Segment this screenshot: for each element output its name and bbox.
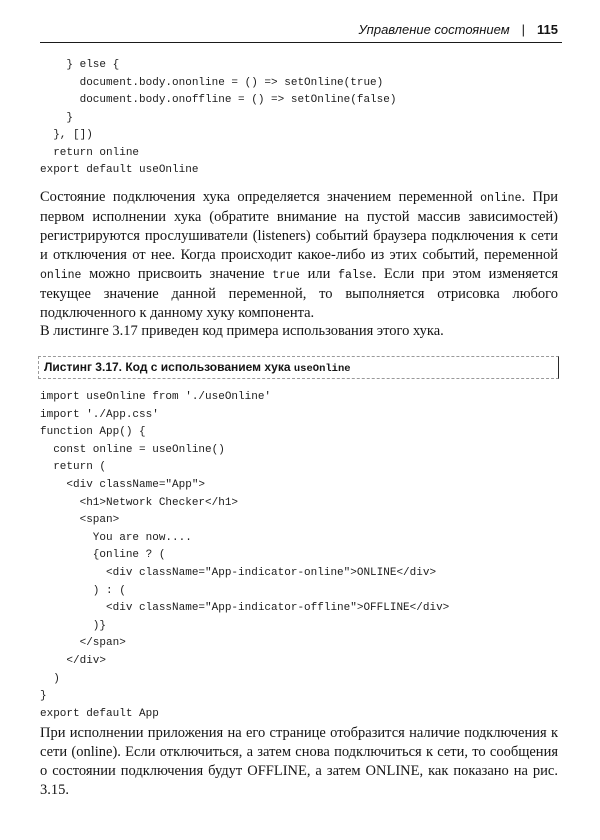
inline-code: online xyxy=(40,269,82,282)
code-line: import useOnline from './useOnline' xyxy=(40,391,272,403)
code-line: return ( xyxy=(40,461,107,474)
code-line: } xyxy=(40,111,74,124)
paragraph-listing-intro: В листинге 3.17 приведен код примера использования этого хука. xyxy=(40,323,444,339)
chapter-section-title: Управление состоянием xyxy=(358,22,510,37)
code-line: } xyxy=(40,690,47,703)
code-line: <div className="App-indicator-online">ONLINE</div> xyxy=(40,566,437,579)
inline-code: online xyxy=(480,192,522,205)
code-line: export default App xyxy=(40,707,159,720)
code-block-useonline-end xyxy=(40,57,396,180)
code-line: document.body.onoffline = () => setOnline(false) xyxy=(40,94,397,106)
code-line: }, []) xyxy=(40,129,93,141)
text-run: . Если при этом изменяется текущее значение данной переменной, то выполняется отрисовка любого подключенного к данному хуку компонента. xyxy=(40,266,558,321)
text-run: или xyxy=(299,266,339,282)
text-run: Состояние подключения хука определяется значением переменной xyxy=(40,189,481,205)
listing-title-text: Листинг 3.17. Код с использованием хука xyxy=(44,360,294,374)
listing-title-code: useOnline xyxy=(293,363,351,375)
page-number: 115 xyxy=(537,22,558,37)
text-run: . При первом исполнении хука (обратите внимание на пустой массив зависимостей) регистрируются прослушиватели (listeners) событий браузера подключения к сети и отключения от нее. Когда происходит какое-либо из этих событий, переменной xyxy=(40,189,558,263)
code-line: const online = useOnline() xyxy=(40,443,225,456)
code-line: export default useOnline xyxy=(40,164,199,176)
code-line: document.body.ononline = () => setOnline(true) xyxy=(40,76,384,89)
code-listing-3-17 xyxy=(40,389,449,723)
inline-code: false xyxy=(338,269,373,282)
code-line: <span> xyxy=(40,514,120,527)
code-line: {online ? ( xyxy=(40,549,166,562)
running-header xyxy=(40,22,562,43)
code-line: You are now.... xyxy=(40,531,192,544)
code-line: return online xyxy=(40,146,140,159)
code-line: </span> xyxy=(40,637,126,650)
paragraph-hook-explanation xyxy=(40,188,558,323)
paragraph-result-description: При исполнении приложения на его странице отобразится наличие подключения к сети (online). Если отключиться, а затем снова подключиться к сети, то сообщения о состоянии подключения будут OFFLINE, а затем ONLINE, как показано на рис. 3.15. xyxy=(40,725,558,798)
code-line: <h1>Network Checker</h1> xyxy=(40,496,239,509)
inline-code: true xyxy=(272,269,300,282)
code-line: ) xyxy=(40,672,60,685)
header-separator: | xyxy=(521,22,526,37)
listing-caption-box xyxy=(38,356,559,379)
code-line: )} xyxy=(40,619,107,632)
code-line: ) : ( xyxy=(40,584,126,597)
code-line: <div className="App-indicator-offline">OFFLINE</div> xyxy=(40,602,450,615)
code-line: </div> xyxy=(40,654,107,667)
code-line: } else { xyxy=(40,59,120,71)
listing-title xyxy=(44,360,351,375)
code-line: function App() { xyxy=(40,426,146,439)
code-line: <div className="App"> xyxy=(40,478,206,491)
text-run: можно присвоить значение xyxy=(81,266,273,282)
code-line: import './App.css' xyxy=(40,408,159,421)
